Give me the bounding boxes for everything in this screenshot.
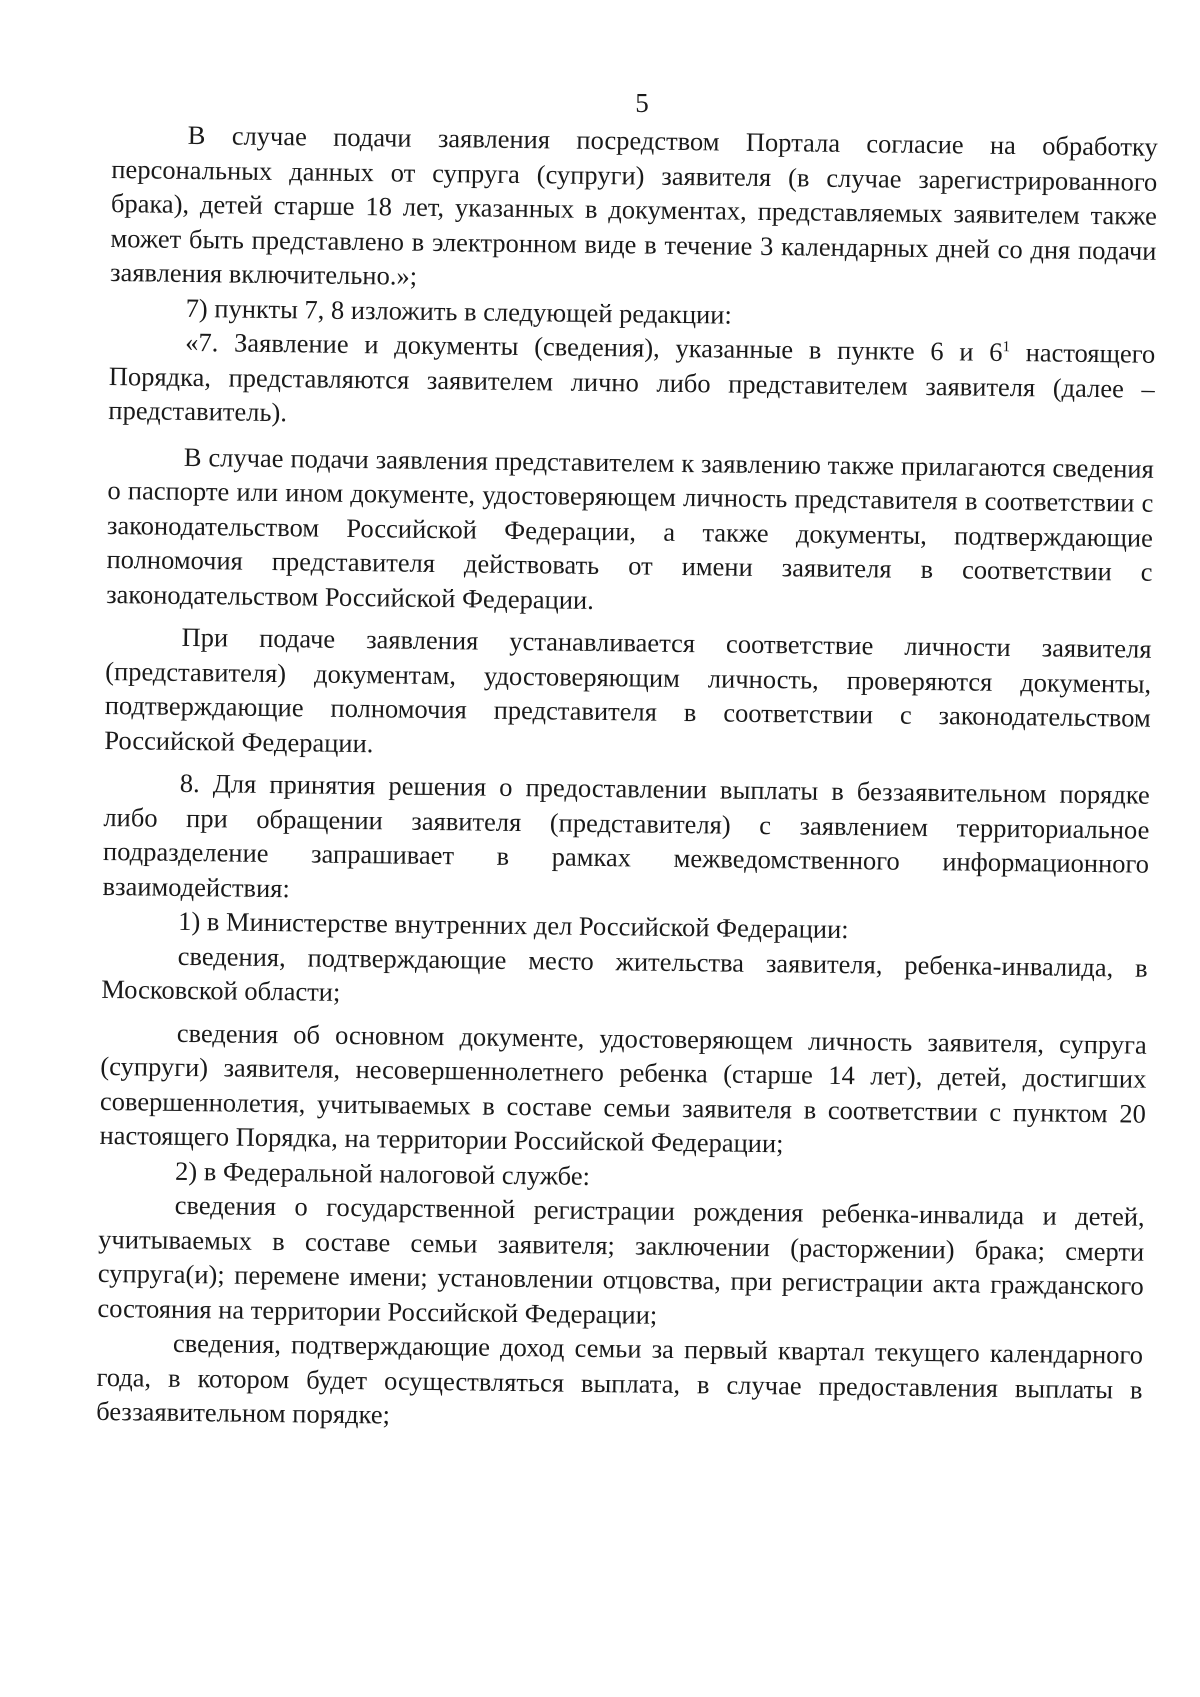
paragraph-amend-items-7-8: 7) пункты 7, 8 изложить в следующей редакции: (185, 292, 733, 330)
paragraph-representative-documents: В случае подачи заявления представителем к заявлению также прилагаются сведения о паспорте или ином документе, удостоверяющем личность представителя в соответствии с законодательством Российской Федерации, а также документы, подтверждающие полномочия представителя действовать от имени заявителя в соответствии с законодательством Российской Федерации. (105, 441, 1154, 615)
paragraph-item-7 (108, 324, 1155, 440)
document-body (96, 117, 1158, 1441)
paragraph-civil-registration-info: сведения о государственной регистрации рождения ребенка-инвалида и детей, учитываемых в составе семьи заявителя; заключении (расторжении) брака; смерти супруга(и); перемене имени; установлении отцовства, при регистрации акта гражданского состояния на территории Российской Федерации; (97, 1189, 1145, 1330)
paragraph-item-8: 8. Для принятия решения о предоставлении выплаты в беззаявительном порядке либо при обращении заявителя (представителя) с заявлением территориальное подразделение запрашивает в рамках межведомственного информационного взаимодействия: (102, 767, 1150, 903)
page-number: 5 (635, 88, 649, 118)
paragraph-identity-document-info: сведения об основном документе, удостоверяющем личность заявителя, супруга (супруги) заявителя, несовершеннолетнего ребенка (старше 14 лет), детей, достигших совершеннолетия, учитываемых в составе семьи заявителя в соответствии с пунктом 20 настоящего Порядка, на территории Российской Федерации; (99, 1017, 1147, 1159)
paragraph-income-info: сведения, подтверждающие доход семьи за первый квартал текущего календарного года, в котором будет осуществляться выплата, в случае предоставления выплаты в беззаявительном порядке; (96, 1327, 1144, 1430)
paragraph-identity-check: При подаче заявления устанавливается соответствие личности заявителя (представителя) документам, удостоверяющим личность, проверяются документы, подтверждающие полномочия представителя в соответствии с законодательством Российской Федерации. (104, 621, 1152, 758)
paragraph-residence-info: сведения, подтверждающие место жительства заявителя, ребенка-инвалида, в Московской области; (101, 940, 1148, 1007)
paragraph-portal-consent: В случае подачи заявления посредством Портала согласие на обработку персональных данных от супруга (супруги) заявителя (в случае зарегистрированного брака), детей старше 18 лет, указанных в документах, представляемых заявителем также может быть представлено в электронном виде в течение 3 календарных дней со дня подачи заявления включительно.»; (109, 119, 1158, 291)
item-7-text-end: настоящего Порядка, представляются заявителем лично либо представителем заявителя (далее – представитель). (108, 336, 1156, 428)
item-7-text-start: «7. Заявление и документы (сведения), указанные в пункте 6 и 6 (185, 326, 1003, 367)
paragraph-fns: 2) в Федеральной налоговой службе: (174, 1155, 591, 1191)
paragraph-mvd: 1) в Министерстве внутренних дел Российской Федерации: (178, 905, 849, 945)
item-7-superscript: 1 (1002, 339, 1011, 356)
